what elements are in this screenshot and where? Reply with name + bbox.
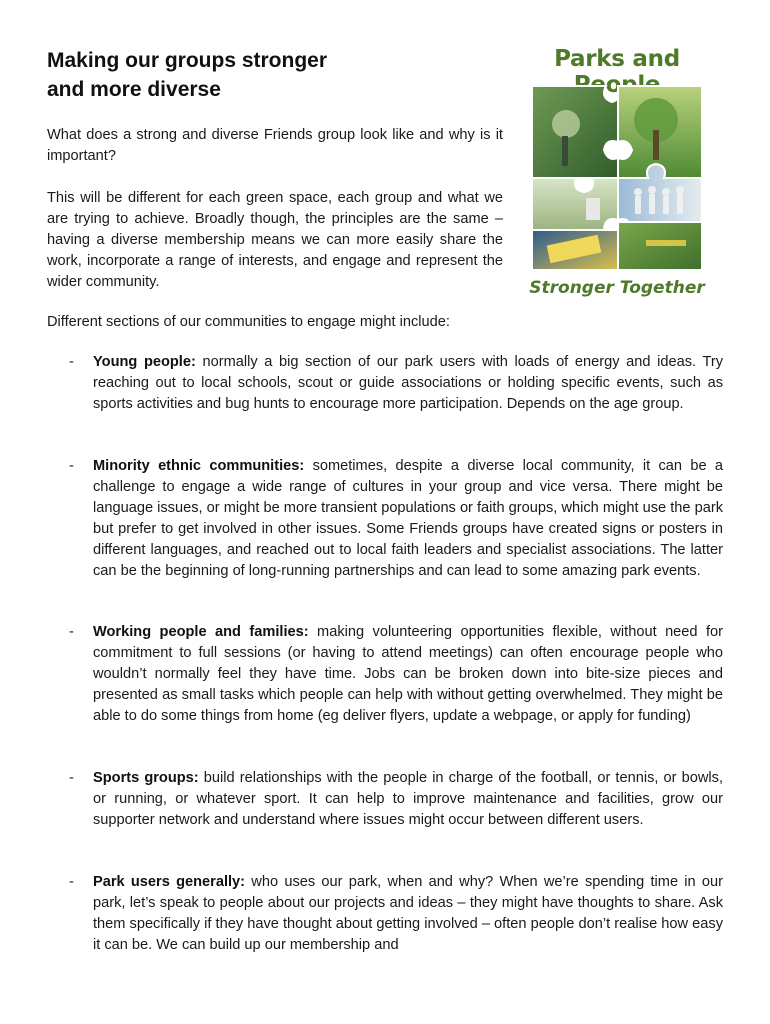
list-item-text bbox=[93, 768, 723, 831]
list-dash: - bbox=[69, 624, 74, 640]
list-dash: - bbox=[69, 354, 74, 370]
intro-paragraph bbox=[47, 188, 503, 293]
list-dash: - bbox=[69, 770, 74, 786]
list-item-text bbox=[93, 622, 723, 727]
intro-question bbox=[47, 125, 503, 167]
list-item-text bbox=[93, 872, 723, 956]
logo-title: Parks and bbox=[554, 46, 680, 72]
item-body: build relationships with the people in charge of the football, or tennis, or bowls, or running, or whatever sport. It can help to improve maintenance and facilities, grow our supporter network and understand where issues might occur between different users. bbox=[93, 770, 723, 828]
logo-subtitle: Stronger Together bbox=[529, 278, 705, 298]
item-label: Sports groups: bbox=[93, 770, 199, 786]
list-dash: - bbox=[69, 458, 74, 474]
item-label: Minority ethnic communities: bbox=[93, 458, 305, 474]
list-item-text bbox=[93, 352, 723, 415]
item-body: who uses our park, when and why? When we’re spending time in our park, let’s speak to people about our projects and ideas – they might have thoughts to share. Ask them specifically if they have thought about getting involved – often people don’t realise how easy it can be. We can build up our membership and bbox=[93, 874, 724, 953]
list-dash: - bbox=[69, 874, 74, 890]
list-item-text bbox=[93, 456, 723, 582]
item-body: normally a big section of our park users with loads of energy and ideas. Try reaching out to local schools, scout or guide associations or holding specific events, such as sports activities and bug hunts to encourage more participation. Depends on the age group. bbox=[93, 354, 723, 412]
item-label: Young people: bbox=[93, 354, 196, 370]
sections-intro: Different sections of our communities to engage might include: bbox=[47, 314, 450, 330]
question-text: What does a strong and diverse Friends group look like and why is it important? bbox=[47, 127, 503, 164]
page-title bbox=[47, 46, 487, 104]
title-line-2: and more diverse bbox=[47, 78, 221, 101]
item-label: Working people and families: bbox=[93, 624, 309, 640]
paragraph-text: This will be different for each green space, each group and what we are trying to achieve. Broadly though, the principles are the same – having a diverse membership means we can more easily share the work, incorporate a range of interests, and engage and represent the wider community. bbox=[47, 190, 503, 290]
puzzle-collage-icon bbox=[526, 80, 708, 276]
title-line-1: Making our groups stronger bbox=[47, 49, 328, 72]
item-label: Park users generally: bbox=[93, 874, 246, 890]
item-body: making volunteering opportunities flexible, without need for commitment to full sessions (or having to attend meetings) can often encourage people who wouldn’t normally feel they have time. Jobs can be broken down into bite-size pieces and presented as small tasks which people can help with without getting overwhelmed. They might be able to do some things from home (eg deliver flyers, update a webpage, or apply for funding) bbox=[93, 624, 723, 724]
item-body: sometimes, despite a diverse local community, it can be a challenge to engage a wide range of cultures in your group and vice versa. There might be language issues, or might be more transient populations or faith groups, which might use the park but prefer to get involved in other issues. Some Friends groups have created signs or posters in different languages, and reached out to local faith leaders and specialist associations. The latter can be the beginning of long-running partnerships and can lead to some amazing park events. bbox=[93, 458, 723, 579]
parks-and-people-logo bbox=[512, 44, 722, 306]
